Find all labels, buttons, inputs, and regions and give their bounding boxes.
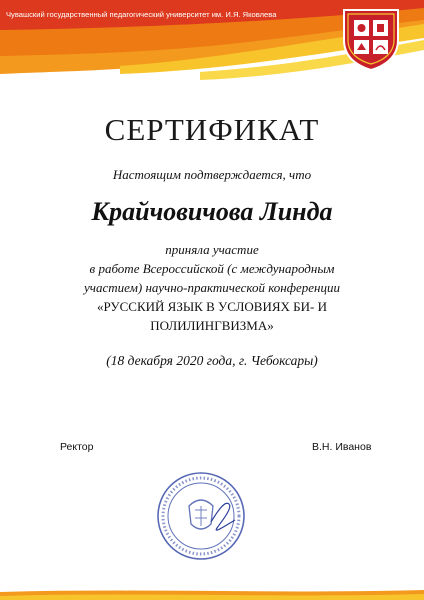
conference-line-2: участием) научно-практической конференции	[84, 280, 340, 295]
official-stamp-icon	[155, 470, 247, 562]
conference-title-line-1: «РУССКИЙ ЯЗЫК В УСЛОВИЯХ БИ- И	[97, 299, 327, 314]
conference-line-1: в работе Всероссийской (с международным	[89, 261, 335, 276]
university-name: Чувашский государственный педагогический университет им. И.Я. Яковлева	[6, 10, 277, 19]
recipient-name: Крайчовичова Линда	[91, 197, 333, 226]
confirmation-text: Настоящим подтверждается, что	[112, 167, 312, 182]
conference-title-line-2: ПОЛИЛИНГВИЗМА»	[150, 318, 274, 333]
date-place: (18 декабря 2020 года, г. Чебоксары)	[106, 353, 318, 368]
certificate-title: СЕРТИФИКАТ	[104, 112, 320, 147]
rector-label: Ректор	[60, 441, 94, 453]
university-emblem-icon	[338, 2, 404, 72]
rector-name: В.Н. Иванов	[312, 441, 372, 453]
footer-stripe	[0, 586, 424, 600]
participation-line: приняла участие	[165, 242, 259, 257]
